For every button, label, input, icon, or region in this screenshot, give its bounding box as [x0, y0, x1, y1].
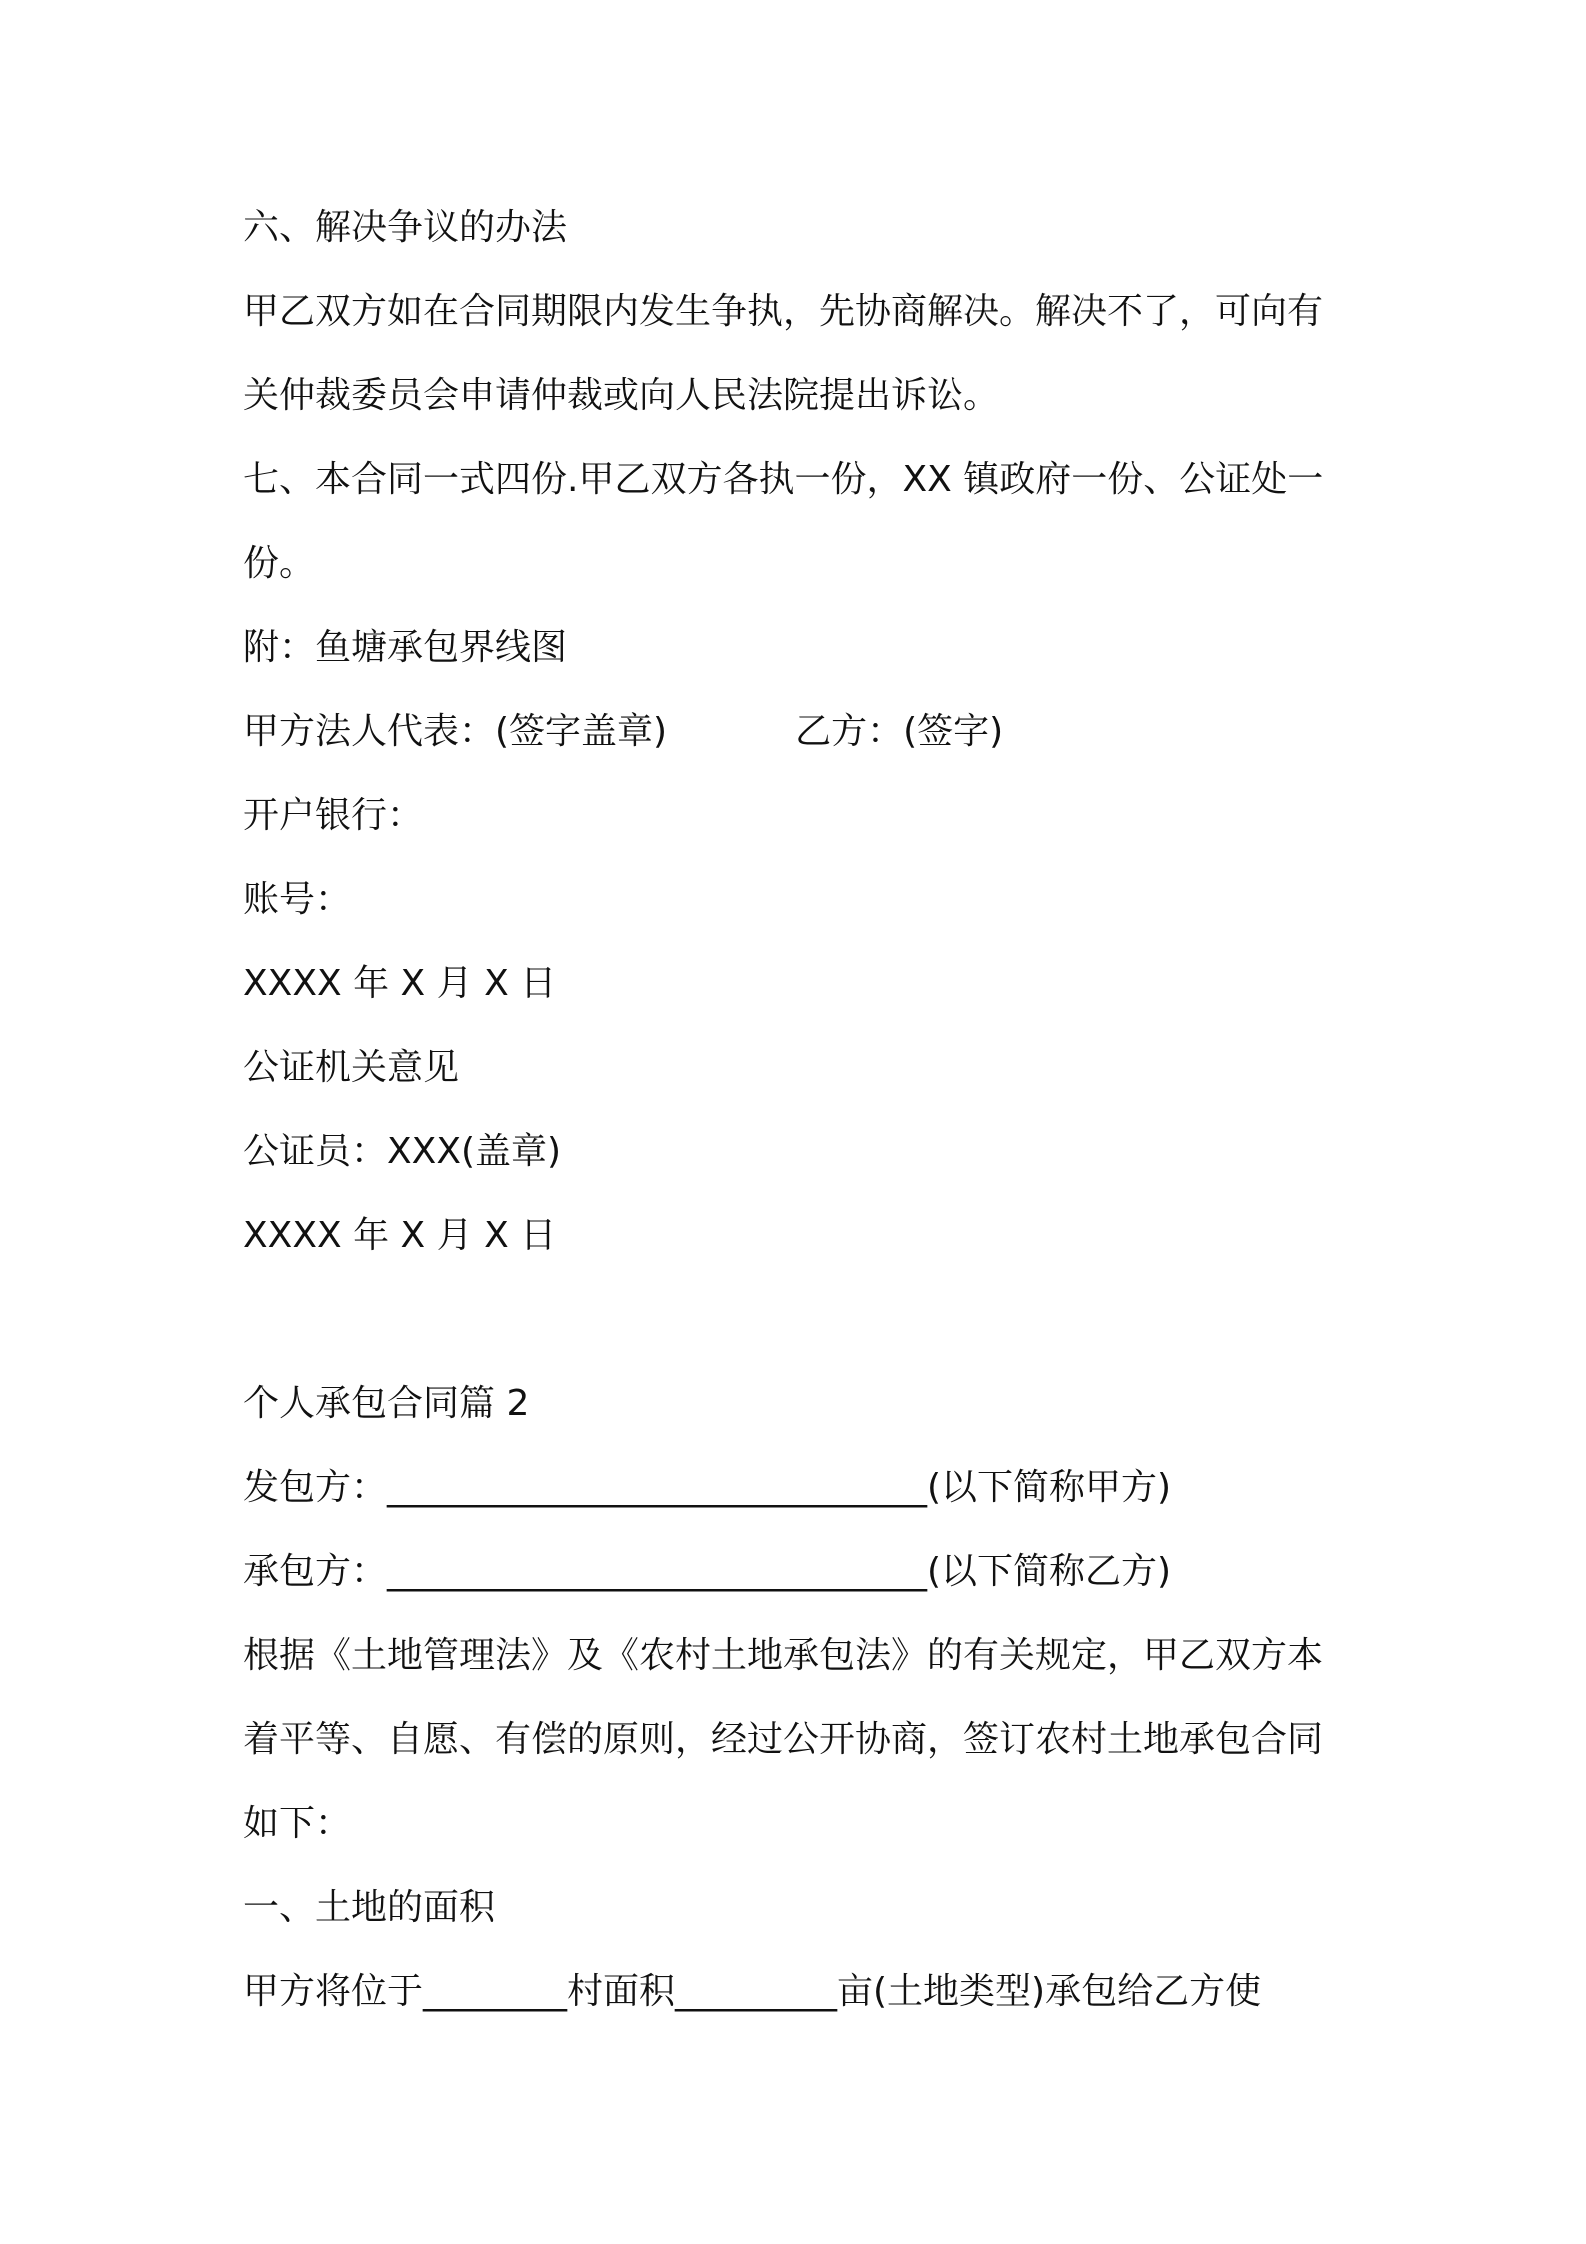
- signature-line: [243, 708, 1003, 756]
- notary-opinion-line: 公证机关意见: [243, 1047, 460, 1088]
- contractor-line: 承包方：______________________________(以下简称乙方): [243, 1551, 1172, 1592]
- attachment-line: 附：鱼塘承包界线图: [243, 627, 568, 668]
- date-line: XXXX 年 X 月 X 日: [243, 963, 557, 1004]
- paragraph-line: 如下：: [243, 1803, 352, 1844]
- paragraph-line: 甲乙双方如在合同期限内发生争执，先协商解决。解决不了，可向有: [243, 291, 1324, 332]
- date-line: XXXX 年 X 月 X 日: [243, 1215, 557, 1256]
- party-a-signature-label: 甲方法人代表：(签字盖章): [243, 711, 668, 752]
- paragraph-line: 着平等、自愿、有偿的原则，经过公开协商，签订农村土地承包合同: [243, 1719, 1324, 1760]
- section-heading-dispute-resolution: 六、解决争议的办法: [243, 207, 568, 248]
- paragraph-line: 七、本合同一式四份.甲乙双方各执一份，XX 镇政府一份、公证处一: [243, 459, 1324, 500]
- paragraph-line: 份。: [243, 543, 316, 584]
- paragraph-line: 根据《土地管理法》及《农村土地承包法》的有关规定，甲乙双方本: [243, 1635, 1324, 1676]
- paragraph-line: 关仲裁委员会申请仲裁或向人民法院提出诉讼。: [243, 375, 1000, 416]
- employer-line: 发包方：______________________________(以下简称甲方): [243, 1467, 1172, 1508]
- bank-line: 开户银行：: [243, 795, 424, 836]
- notary-line: 公证员：XXX(盖章): [243, 1131, 562, 1172]
- section-heading-land-area: 一、土地的面积: [243, 1887, 496, 1928]
- party-b-signature-label: 乙方：(签字): [795, 711, 1004, 752]
- contract-title: 个人承包合同篇 2: [243, 1383, 530, 1424]
- paragraph-line: 甲方将位于________村面积_________亩(土地类型)承包给乙方使: [243, 1971, 1262, 2012]
- account-line: 账号：: [243, 879, 352, 920]
